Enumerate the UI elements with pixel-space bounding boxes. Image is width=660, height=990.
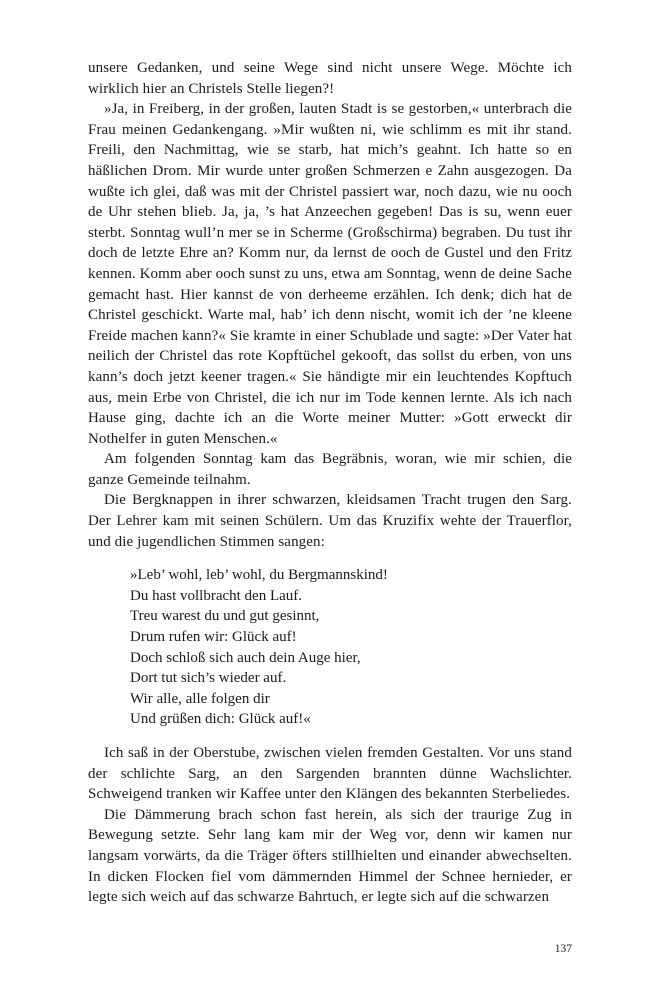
verse-line: Doch schloß sich auch dein Auge hier,: [130, 649, 361, 666]
verse-line: Dort tut sich’s wieder auf.: [130, 670, 287, 687]
book-page-text-block: [88, 58, 572, 908]
verse-line: Drum rufen wir: Glück auf!: [130, 629, 297, 646]
paragraph-continuation: unsere Gedanken, und seine Wege sind nicht unsere Wege. Möchte ich wirklich hier an Christels Stelle liegen?!: [88, 60, 572, 97]
paragraph-bergknappen: Die Bergknappen in ihrer schwarzen, kleidsamen Tracht trugen den Sarg. Der Lehrer kam mit seinen Schülern. Um das Kruzifix wehte der Trauerflor, und die jugendlichen Stimmen sangen:: [88, 492, 572, 550]
paragraph-dialogue: »Ja, in Freiberg, in der großen, lauten Stadt is se gestorben,« unterbrach die Frau meinen Gedankengang. »Mir wußten ni, wie schlimm es mit ihr stand. Freili, den Nachmittag, wie se starb, hat mich’s geahnt. Ich hatte so en häßlichen Drom. Mir wurde unter großen Schmerzen e Zahn ausgezogen. Da wußte ich glei, daß was mit der Christel passiert war, noch dazu, wie nu ooch de Uhr stehen blieb. Ja, ja, ’s hat Anzeechen gegeben! Das is su, wenn euer sterbt. Sonntag wull’n mer se in Scherme (Großschirma) begraben. Du tust ihr doch de letzte Ehre an? Komm nur, da lernst de ooch de Gustel und den Fritz kennen. Komm aber ooch sunst zu uns, etwa am Sonntag, wenn de deine Sache gemacht hast. Hier kannst de von derheeme erzählen. Ich denk; dich hat de Christel geschickt. Warte mal, hab’ ich denn nischt, womit ich der ’ne kleene Freide machen kann?« Sie kramte in einer Schublade und sagte: »Der Vater hat neilich der Christel das rote Kopftüchel gekooft, das sollst du erben, von uns kann’s doch jetzt keener tragen.« Sie händigte mir ein leuchtendes Kopftuch aus, mein Erbe von Christel, die ich nur im Tode kennen lernte. Als ich nach Hause ging, dachte ich an die Worte meiner Mutter: »Gott erweckt dir Nothelfer in guten Menschen.«: [88, 101, 572, 447]
verse-line: Du hast vollbracht den Lauf.: [130, 587, 303, 604]
verse-line: Und grüßen dich: Glück auf!«: [130, 711, 311, 728]
verse-line: »Leb’ wohl, leb’ wohl, du Bergmannskind!: [130, 567, 388, 584]
verse-line: Wir alle, alle folgen dir: [130, 690, 270, 707]
verse-line: Treu warest du und gut gesinnt,: [130, 608, 320, 625]
paragraph-oberstube: Ich saß in der Oberstube, zwischen vielen fremden Gestalten. Vor uns stand der schlichte Sarg, an den Sargenden brannten dünne Wachslichter. Schweigend tranken wir Kaffee unter den Klängen des bekannten Sterbeliedes.: [88, 745, 572, 803]
paragraph-daemmerung: Die Dämmerung brach schon fast herein, als sich der traurige Zug in Bewegung setzte. Sehr lang kam mir der Weg vor, denn wir kamen nur langsam vorwärts, da die Träger öfters stillhielten und einander abwechselten. In dicken Flocken fiel vom dämmernden Himmel der Schnee hernieder, er legte sich weich auf das schwarze Bahrtuch, er legte sich auf die schwarzen: [88, 806, 572, 906]
funeral-song-verse: [130, 565, 572, 730]
page-number: 137: [554, 943, 572, 955]
paragraph-funeral-sunday: Am folgenden Sonntag kam das Begräbnis, woran, wie mir schien, die ganze Gemeinde teilnahm.: [88, 451, 572, 488]
